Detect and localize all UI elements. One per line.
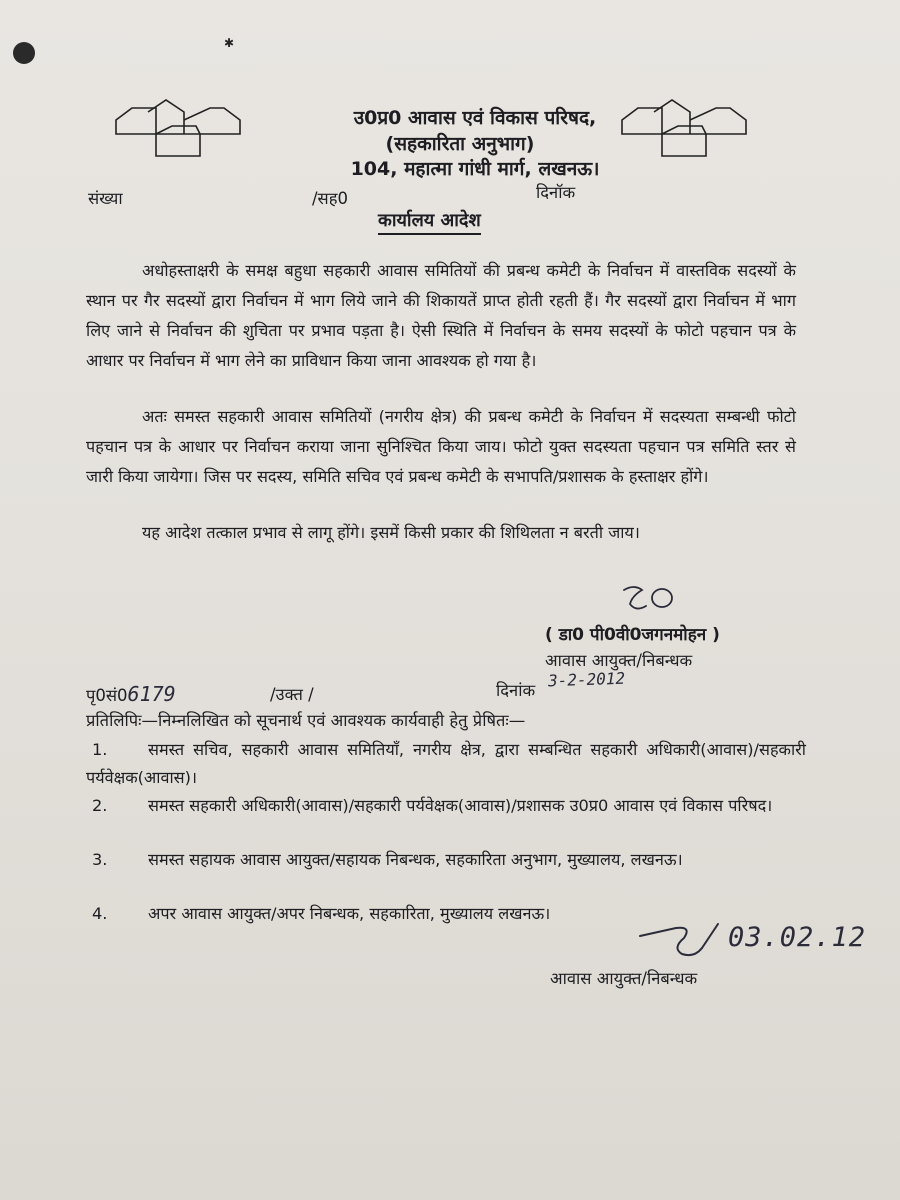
section-name: (सहकारिता अनुभाग) [385,133,535,155]
list-item-number: 3. [92,850,108,869]
list-item-number: 1. [92,740,108,759]
po-sankhya-label: पृ0सं0 [86,686,128,705]
punch-hole [13,42,35,64]
signatory-name: ( डा0 पी0वी0जगनमोहन ) [545,625,720,645]
sankhya-label: संख्या [88,189,123,208]
ukt-label: /उक्त / [270,685,314,704]
paragraph-3: यह आदेश तत्काल प्रभाव से लागू होंगे। इसमें किसी प्रकार की शिथिलता न बरती जाय। [142,523,640,542]
handwritten-signature [620,582,680,618]
ink-speck: ✱ [224,36,235,50]
document-title: कार्यालय आदेश [378,208,481,235]
list-item-text: समस्त सहकारी अधिकारी(आवास)/सहकारी पर्यवेक्षक(आवास)/प्रशासक उ0प्र0 आवास एवं विकास परिषद। [148,796,773,815]
final-designation: आवास आयुक्त/निबन्धक [550,969,698,988]
paragraph-1: अधोहस्ताक्षरी के समक्ष बहुधा सहकारी आवास समितियों की प्रबन्ध कमेटी के निर्वाचन में वास्तविक सदस्यों के स्थान पर गैर सदस्यों द्वारा निर्वाचन में भाग लिये जाने की शिकायतें प्राप्त होती रहती हैं। गैर सदस्यों द्वारा निर्वाचन में भाग लिए जाने से निर्वाचन की शुचिता पर प्रभाव पड़ता है। ऐसी स्थिति में निर्वाचन के समय सदस्यों के फोटो पहचान पत्र के आधार पर निर्वाचन में भाग लेने का प्राविधान किया जाना आवश्यक हो गया है। [86,261,796,370]
dispatch-date-value: 3-2-2012 [547,668,626,691]
sign-date: 03.02.12 [728,922,867,953]
dinank-label: दिनॉक [536,183,576,202]
handwritten-initials [636,918,726,962]
signatory-designation: आवास आयुक्त/निबन्धक [545,651,693,670]
dispatch-date-label: दिनांक [496,681,536,700]
list-item-number: 4. [92,904,108,923]
po-sankhya-value: 6179 [127,682,176,706]
org-name: उ0प्र0 आवास एवं विकास परिषद, [353,107,597,129]
dispatch-number [86,682,176,706]
list-item-number: 2. [92,796,108,815]
org-address: 104, महात्मा गांधी मार्ग, लखनऊ। [350,158,600,180]
sah-label: /सह0 [312,189,348,208]
list-item-text: समस्त सचिव, सहकारी आवास समितियॉं, नगरीय क्षेत्र, द्वारा सम्बन्धित सहकारी अधिकारी(आवास)/सहकारी पर्यवेक्षक(आवास)। [86,740,806,787]
list-item-text: अपर आवास आयुक्त/अपर निबन्धक, सहकारिता, मुख्यालय लखनऊ। [148,904,551,923]
paragraph-2: अतः समस्त सहकारी आवास समितियों (नगरीय क्षेत्र) की प्रबन्ध कमेटी के निर्वाचन में सदस्यता सम्बन्धी फोटो पहचान पत्र के आधार पर निर्वाचन कराया जाना सुनिश्चित किया जाय। फोटो युक्त सदस्यता पहचान पत्र समिति स्तर से जारी किया जायेगा। जिस पर सदस्य, समिति सचिव एवं प्रबन्ध कमेटी के सभापति/प्रशासक के हस्ताक्षर होंगे। [86,407,796,486]
copy-to-heading: प्रतिलिपिः—निम्नलिखित को सूचनार्थ एवं आवश्यक कार्यवाही हेतु प्रेषितः— [86,711,526,730]
list-item-text: समस्त सहायक आवास आयुक्त/सहायक निबन्धक, सहकारिता अनुभाग, मुख्यालय, लखनऊ। [148,850,683,869]
